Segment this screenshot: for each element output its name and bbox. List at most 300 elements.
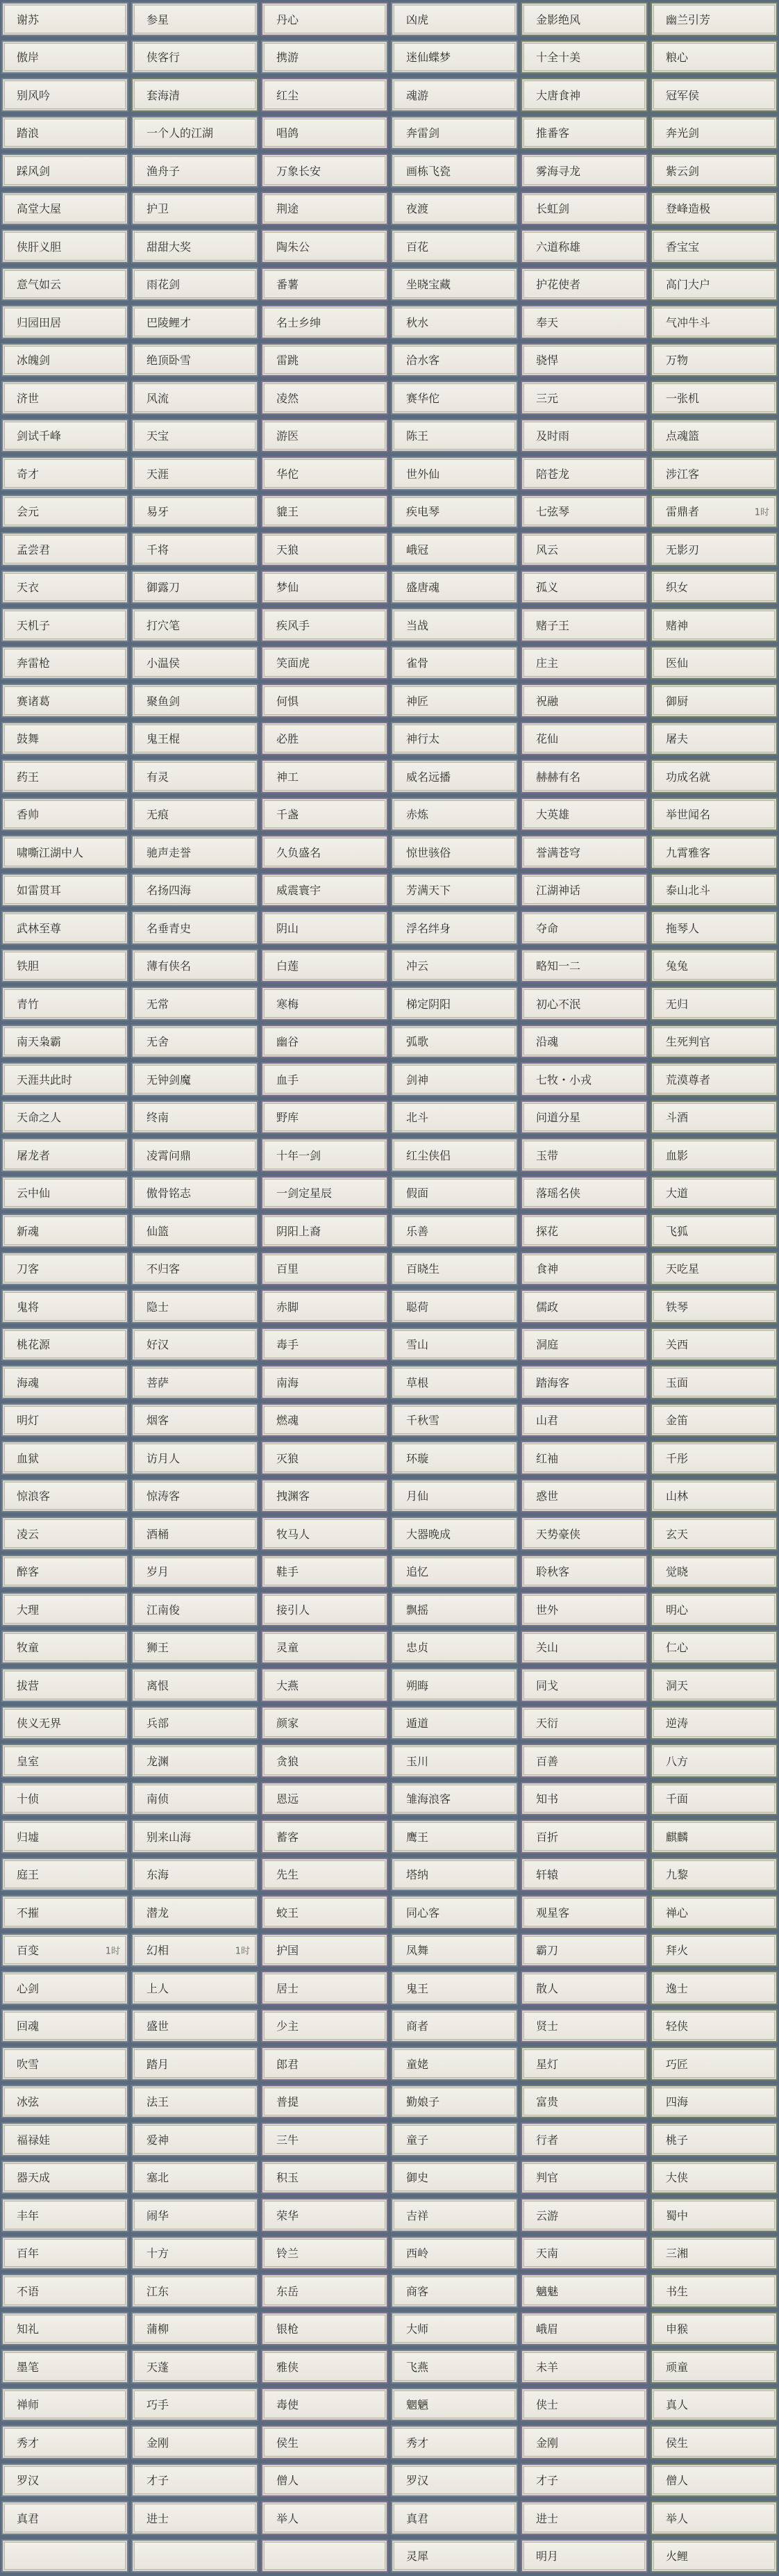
title-cell[interactable] bbox=[651, 1441, 778, 1475]
title-cell[interactable] bbox=[1, 154, 128, 188]
title-cell[interactable] bbox=[391, 986, 518, 1021]
title-cell[interactable] bbox=[261, 873, 388, 907]
title-cell[interactable] bbox=[651, 759, 778, 793]
title-cell[interactable] bbox=[391, 1933, 518, 1967]
title-cell[interactable] bbox=[1, 2085, 128, 2119]
title-cell[interactable] bbox=[521, 1214, 648, 1248]
title-cell[interactable] bbox=[651, 495, 778, 529]
title-cell[interactable] bbox=[651, 532, 778, 566]
title-cell[interactable] bbox=[651, 1289, 778, 1323]
title-cell[interactable] bbox=[651, 1971, 778, 2005]
title-cell[interactable] bbox=[391, 873, 518, 907]
title-cell[interactable] bbox=[651, 2047, 778, 2081]
title-cell[interactable] bbox=[131, 1555, 258, 1589]
title-cell[interactable] bbox=[391, 1971, 518, 2005]
title-cell[interactable] bbox=[391, 343, 518, 377]
title-cell[interactable] bbox=[651, 684, 778, 718]
title-cell[interactable] bbox=[391, 759, 518, 793]
title-cell[interactable] bbox=[651, 1062, 778, 1096]
title-cell[interactable] bbox=[131, 2236, 258, 2270]
title-cell[interactable] bbox=[521, 2501, 648, 2535]
title-cell[interactable] bbox=[651, 1744, 778, 1778]
title-cell[interactable] bbox=[131, 2085, 258, 2119]
title-cell[interactable] bbox=[651, 646, 778, 680]
title-cell[interactable] bbox=[391, 684, 518, 718]
title-cell[interactable] bbox=[131, 1933, 258, 1967]
title-cell[interactable] bbox=[1, 873, 128, 907]
title-cell[interactable] bbox=[521, 154, 648, 188]
title-cell[interactable] bbox=[261, 116, 388, 150]
title-cell[interactable] bbox=[651, 2501, 778, 2535]
title-cell[interactable] bbox=[261, 1782, 388, 1816]
title-cell[interactable] bbox=[1, 2388, 128, 2422]
title-cell[interactable] bbox=[391, 2312, 518, 2346]
title-cell[interactable] bbox=[1, 1479, 128, 1513]
title-cell[interactable] bbox=[391, 532, 518, 566]
title-cell[interactable] bbox=[1, 798, 128, 832]
title-cell[interactable] bbox=[1, 2274, 128, 2308]
title-cell[interactable] bbox=[391, 1328, 518, 1362]
title-cell[interactable] bbox=[391, 495, 518, 529]
title-cell[interactable] bbox=[651, 2312, 778, 2346]
title-cell[interactable] bbox=[391, 2463, 518, 2497]
title-cell[interactable] bbox=[131, 2, 258, 36]
title-cell[interactable] bbox=[131, 1592, 258, 1626]
title-cell[interactable] bbox=[261, 2388, 388, 2422]
title-cell[interactable] bbox=[1, 2122, 128, 2156]
title-cell[interactable] bbox=[521, 1138, 648, 1172]
title-cell[interactable] bbox=[391, 1062, 518, 1096]
title-cell[interactable] bbox=[391, 381, 518, 415]
title-cell[interactable] bbox=[391, 1214, 518, 1248]
title-cell[interactable] bbox=[521, 192, 648, 226]
title-cell[interactable] bbox=[651, 1895, 778, 1929]
title-cell[interactable] bbox=[391, 1668, 518, 1702]
title-cell[interactable] bbox=[1, 1289, 128, 1323]
title-cell[interactable] bbox=[391, 1592, 518, 1626]
title-cell[interactable] bbox=[261, 2085, 388, 2119]
title-cell[interactable] bbox=[651, 2274, 778, 2308]
title-cell[interactable] bbox=[131, 2009, 258, 2043]
title-cell[interactable] bbox=[391, 154, 518, 188]
title-cell[interactable] bbox=[261, 305, 388, 339]
title-cell[interactable] bbox=[651, 798, 778, 832]
title-cell[interactable] bbox=[651, 1782, 778, 1816]
title-cell[interactable] bbox=[391, 1289, 518, 1323]
title-cell[interactable] bbox=[261, 1365, 388, 1399]
title-cell[interactable] bbox=[651, 986, 778, 1021]
title-cell[interactable] bbox=[261, 2198, 388, 2232]
title-cell[interactable] bbox=[261, 1328, 388, 1362]
title-cell[interactable] bbox=[521, 1441, 648, 1475]
title-cell[interactable] bbox=[391, 608, 518, 642]
title-cell[interactable] bbox=[651, 1933, 778, 1967]
title-cell[interactable] bbox=[521, 2161, 648, 2195]
title-cell[interactable] bbox=[521, 1744, 648, 1778]
title-cell[interactable] bbox=[131, 1744, 258, 1778]
title-cell[interactable] bbox=[131, 267, 258, 302]
title-cell[interactable] bbox=[1, 1668, 128, 1702]
title-cell[interactable] bbox=[131, 873, 258, 907]
title-cell[interactable] bbox=[521, 835, 648, 869]
title-cell[interactable] bbox=[131, 911, 258, 945]
title-cell[interactable] bbox=[261, 229, 388, 263]
title-cell[interactable] bbox=[521, 570, 648, 604]
title-cell[interactable] bbox=[131, 2463, 258, 2497]
title-cell[interactable] bbox=[261, 2501, 388, 2535]
title-cell[interactable] bbox=[521, 343, 648, 377]
title-cell[interactable] bbox=[391, 2122, 518, 2156]
title-cell[interactable] bbox=[521, 495, 648, 529]
title-cell[interactable] bbox=[1, 78, 128, 112]
title-cell[interactable] bbox=[1, 1744, 128, 1778]
title-cell[interactable] bbox=[261, 1252, 388, 1286]
title-cell[interactable] bbox=[391, 192, 518, 226]
title-cell[interactable] bbox=[391, 1100, 518, 1134]
title-cell[interactable] bbox=[1, 1176, 128, 1210]
title-cell[interactable] bbox=[131, 1706, 258, 1740]
title-cell[interactable] bbox=[521, 2236, 648, 2270]
title-cell[interactable] bbox=[1, 456, 128, 490]
title-cell[interactable] bbox=[1, 532, 128, 566]
title-cell[interactable] bbox=[131, 1138, 258, 1172]
title-cell[interactable] bbox=[521, 40, 648, 74]
title-cell[interactable] bbox=[521, 2463, 648, 2497]
title-cell[interactable] bbox=[1, 608, 128, 642]
title-cell[interactable] bbox=[261, 2274, 388, 2308]
title-cell[interactable] bbox=[521, 608, 648, 642]
title-cell[interactable] bbox=[1, 1365, 128, 1399]
title-cell[interactable] bbox=[131, 154, 258, 188]
title-cell[interactable] bbox=[131, 835, 258, 869]
title-cell[interactable] bbox=[391, 1176, 518, 1210]
title-cell[interactable] bbox=[1, 759, 128, 793]
title-cell[interactable] bbox=[521, 1858, 648, 1892]
title-cell[interactable] bbox=[1, 2425, 128, 2459]
title-cell[interactable] bbox=[131, 1441, 258, 1475]
title-cell[interactable] bbox=[1, 1441, 128, 1475]
title-cell[interactable] bbox=[1, 1933, 128, 1967]
title-cell[interactable] bbox=[261, 1933, 388, 1967]
title-cell[interactable] bbox=[261, 1062, 388, 1096]
title-cell[interactable] bbox=[131, 116, 258, 150]
title-cell[interactable] bbox=[521, 78, 648, 112]
title-cell[interactable] bbox=[651, 1403, 778, 1437]
title-cell[interactable] bbox=[651, 2463, 778, 2497]
title-cell[interactable] bbox=[651, 2122, 778, 2156]
title-cell[interactable] bbox=[1, 1858, 128, 1892]
title-cell[interactable] bbox=[131, 1289, 258, 1323]
title-cell[interactable] bbox=[131, 986, 258, 1021]
title-cell[interactable] bbox=[521, 1025, 648, 1059]
title-cell[interactable] bbox=[521, 1176, 648, 1210]
title-cell[interactable] bbox=[521, 116, 648, 150]
title-cell[interactable] bbox=[521, 722, 648, 756]
title-cell[interactable] bbox=[131, 2312, 258, 2346]
title-cell[interactable] bbox=[1, 1895, 128, 1929]
title-cell[interactable] bbox=[131, 1100, 258, 1134]
title-cell[interactable] bbox=[391, 798, 518, 832]
title-cell[interactable] bbox=[261, 1441, 388, 1475]
title-cell[interactable] bbox=[131, 646, 258, 680]
title-cell[interactable] bbox=[131, 570, 258, 604]
title-cell[interactable] bbox=[1, 267, 128, 302]
title-cell[interactable] bbox=[391, 1252, 518, 1286]
title-cell[interactable] bbox=[131, 798, 258, 832]
title-cell[interactable] bbox=[391, 1858, 518, 1892]
title-cell[interactable] bbox=[1, 305, 128, 339]
title-cell[interactable] bbox=[521, 1517, 648, 1551]
title-cell[interactable] bbox=[1, 229, 128, 263]
title-cell[interactable] bbox=[391, 2350, 518, 2384]
title-cell[interactable] bbox=[261, 1555, 388, 1589]
title-cell[interactable] bbox=[521, 873, 648, 907]
title-cell[interactable] bbox=[521, 1933, 648, 1967]
title-cell[interactable] bbox=[651, 154, 778, 188]
title-cell[interactable] bbox=[261, 267, 388, 302]
title-cell[interactable] bbox=[521, 2425, 648, 2459]
title-cell[interactable] bbox=[521, 305, 648, 339]
title-cell[interactable] bbox=[1, 646, 128, 680]
title-cell[interactable] bbox=[131, 2425, 258, 2459]
title-cell[interactable] bbox=[261, 495, 388, 529]
title-cell[interactable] bbox=[391, 2236, 518, 2270]
title-cell[interactable] bbox=[651, 2236, 778, 2270]
title-cell[interactable] bbox=[261, 986, 388, 1021]
title-cell[interactable] bbox=[131, 1176, 258, 1210]
title-cell[interactable] bbox=[521, 1403, 648, 1437]
title-cell[interactable] bbox=[651, 267, 778, 302]
title-cell[interactable] bbox=[261, 1592, 388, 1626]
title-cell[interactable] bbox=[131, 2350, 258, 2384]
title-cell[interactable] bbox=[391, 2388, 518, 2422]
title-cell[interactable] bbox=[521, 1555, 648, 1589]
title-cell[interactable] bbox=[131, 1328, 258, 1362]
title-cell[interactable] bbox=[261, 1819, 388, 1853]
title-cell[interactable] bbox=[391, 2425, 518, 2459]
title-cell[interactable] bbox=[651, 911, 778, 945]
title-cell[interactable] bbox=[131, 684, 258, 718]
title-cell[interactable] bbox=[261, 2350, 388, 2384]
title-cell[interactable] bbox=[1, 911, 128, 945]
title-cell[interactable] bbox=[131, 1214, 258, 1248]
title-cell[interactable] bbox=[131, 495, 258, 529]
title-cell[interactable] bbox=[391, 1441, 518, 1475]
title-cell[interactable] bbox=[1, 2539, 128, 2573]
title-cell[interactable] bbox=[651, 343, 778, 377]
title-cell[interactable] bbox=[131, 1668, 258, 1702]
title-cell[interactable] bbox=[391, 1895, 518, 1929]
title-cell[interactable] bbox=[651, 116, 778, 150]
title-cell[interactable] bbox=[521, 229, 648, 263]
title-cell[interactable] bbox=[1, 2161, 128, 2195]
title-cell[interactable] bbox=[521, 1782, 648, 1816]
title-cell[interactable] bbox=[391, 1403, 518, 1437]
title-cell[interactable] bbox=[651, 456, 778, 490]
title-cell[interactable] bbox=[131, 2122, 258, 2156]
title-cell[interactable] bbox=[391, 2085, 518, 2119]
title-cell[interactable] bbox=[261, 192, 388, 226]
title-cell[interactable] bbox=[391, 911, 518, 945]
title-cell[interactable] bbox=[261, 40, 388, 74]
title-cell[interactable] bbox=[261, 1630, 388, 1665]
title-cell[interactable] bbox=[651, 608, 778, 642]
title-cell[interactable] bbox=[261, 1214, 388, 1248]
title-cell[interactable] bbox=[131, 229, 258, 263]
title-cell[interactable] bbox=[521, 2312, 648, 2346]
title-cell[interactable] bbox=[651, 1176, 778, 1210]
title-cell[interactable] bbox=[651, 1328, 778, 1362]
title-cell[interactable] bbox=[1, 2198, 128, 2232]
title-cell[interactable] bbox=[521, 2085, 648, 2119]
title-cell[interactable] bbox=[521, 1479, 648, 1513]
title-cell[interactable] bbox=[1, 1252, 128, 1286]
title-cell[interactable] bbox=[261, 798, 388, 832]
title-cell[interactable] bbox=[131, 419, 258, 453]
title-cell[interactable] bbox=[261, 1517, 388, 1551]
title-cell[interactable] bbox=[391, 2501, 518, 2535]
title-cell[interactable] bbox=[651, 1555, 778, 1589]
title-cell[interactable] bbox=[1, 1555, 128, 1589]
title-cell[interactable] bbox=[1, 949, 128, 983]
title-cell[interactable] bbox=[261, 1025, 388, 1059]
title-cell[interactable] bbox=[651, 1819, 778, 1853]
title-cell[interactable] bbox=[651, 2, 778, 36]
title-cell[interactable] bbox=[651, 1858, 778, 1892]
title-cell[interactable] bbox=[1, 1214, 128, 1248]
title-cell[interactable] bbox=[131, 608, 258, 642]
title-cell[interactable] bbox=[651, 1479, 778, 1513]
title-cell[interactable] bbox=[1, 2047, 128, 2081]
title-cell[interactable] bbox=[261, 2425, 388, 2459]
title-cell[interactable] bbox=[131, 192, 258, 226]
title-cell[interactable] bbox=[131, 532, 258, 566]
title-cell[interactable] bbox=[131, 1782, 258, 1816]
title-cell[interactable] bbox=[1, 684, 128, 718]
title-cell[interactable] bbox=[391, 949, 518, 983]
title-cell[interactable] bbox=[391, 116, 518, 150]
title-cell[interactable] bbox=[521, 456, 648, 490]
title-cell[interactable] bbox=[261, 2047, 388, 2081]
title-cell[interactable] bbox=[131, 2047, 258, 2081]
title-cell[interactable] bbox=[261, 608, 388, 642]
title-cell[interactable] bbox=[261, 835, 388, 869]
title-cell[interactable] bbox=[651, 2425, 778, 2459]
title-cell[interactable] bbox=[1, 570, 128, 604]
title-cell[interactable] bbox=[651, 192, 778, 226]
title-cell[interactable] bbox=[261, 1176, 388, 1210]
title-cell[interactable] bbox=[521, 1252, 648, 1286]
title-cell[interactable] bbox=[1, 495, 128, 529]
title-cell[interactable] bbox=[131, 2198, 258, 2232]
title-cell[interactable] bbox=[261, 2009, 388, 2043]
title-cell[interactable] bbox=[1, 2236, 128, 2270]
title-cell[interactable] bbox=[651, 722, 778, 756]
title-cell[interactable] bbox=[131, 2388, 258, 2422]
title-cell[interactable] bbox=[651, 2388, 778, 2422]
title-cell[interactable] bbox=[651, 229, 778, 263]
title-cell[interactable] bbox=[391, 40, 518, 74]
title-cell[interactable] bbox=[131, 1895, 258, 1929]
title-cell[interactable] bbox=[391, 1744, 518, 1778]
title-cell[interactable] bbox=[521, 1100, 648, 1134]
title-cell[interactable] bbox=[1, 1706, 128, 1740]
title-cell[interactable] bbox=[261, 419, 388, 453]
title-cell[interactable] bbox=[261, 154, 388, 188]
title-cell[interactable] bbox=[131, 305, 258, 339]
title-cell[interactable] bbox=[261, 1706, 388, 1740]
title-cell[interactable] bbox=[521, 2539, 648, 2573]
title-cell[interactable] bbox=[391, 1819, 518, 1853]
title-cell[interactable] bbox=[521, 646, 648, 680]
title-cell[interactable] bbox=[261, 2, 388, 36]
title-cell[interactable] bbox=[521, 1668, 648, 1702]
title-cell[interactable] bbox=[261, 2161, 388, 2195]
title-cell[interactable] bbox=[651, 2161, 778, 2195]
title-cell[interactable] bbox=[521, 2350, 648, 2384]
title-cell[interactable] bbox=[651, 570, 778, 604]
title-cell[interactable] bbox=[521, 986, 648, 1021]
title-cell[interactable] bbox=[1, 343, 128, 377]
title-cell[interactable] bbox=[521, 1895, 648, 1929]
title-cell[interactable] bbox=[651, 381, 778, 415]
title-cell[interactable] bbox=[651, 2350, 778, 2384]
title-cell[interactable] bbox=[1, 1403, 128, 1437]
title-cell[interactable] bbox=[391, 2274, 518, 2308]
title-cell[interactable] bbox=[1, 2009, 128, 2043]
title-cell[interactable] bbox=[131, 1517, 258, 1551]
title-cell[interactable] bbox=[521, 1592, 648, 1626]
title-cell[interactable] bbox=[521, 1706, 648, 1740]
title-cell[interactable] bbox=[131, 2539, 258, 2573]
title-cell[interactable] bbox=[521, 2198, 648, 2232]
title-cell[interactable] bbox=[1, 116, 128, 150]
title-cell[interactable] bbox=[261, 1668, 388, 1702]
title-cell[interactable] bbox=[1, 1025, 128, 1059]
title-cell[interactable] bbox=[391, 1782, 518, 1816]
title-cell[interactable] bbox=[651, 1252, 778, 1286]
title-cell[interactable] bbox=[521, 2, 648, 36]
title-cell[interactable] bbox=[261, 532, 388, 566]
title-cell[interactable] bbox=[521, 1062, 648, 1096]
title-cell[interactable] bbox=[521, 419, 648, 453]
title-cell[interactable] bbox=[1, 419, 128, 453]
title-cell[interactable] bbox=[131, 1630, 258, 1665]
title-cell[interactable] bbox=[521, 1630, 648, 1665]
title-cell[interactable] bbox=[261, 1895, 388, 1929]
title-cell[interactable] bbox=[651, 873, 778, 907]
title-cell[interactable] bbox=[131, 1819, 258, 1853]
title-cell[interactable] bbox=[131, 2274, 258, 2308]
title-cell[interactable] bbox=[1, 1328, 128, 1362]
title-cell[interactable] bbox=[391, 1517, 518, 1551]
title-cell[interactable] bbox=[261, 1858, 388, 1892]
title-cell[interactable] bbox=[261, 1744, 388, 1778]
title-cell[interactable] bbox=[651, 1100, 778, 1134]
title-cell[interactable] bbox=[521, 1971, 648, 2005]
title-cell[interactable] bbox=[131, 381, 258, 415]
title-cell[interactable] bbox=[391, 78, 518, 112]
title-cell[interactable] bbox=[1, 2463, 128, 2497]
title-cell[interactable] bbox=[391, 1706, 518, 1740]
title-cell[interactable] bbox=[391, 305, 518, 339]
title-cell[interactable] bbox=[131, 1971, 258, 2005]
title-cell[interactable] bbox=[261, 911, 388, 945]
title-cell[interactable] bbox=[1, 835, 128, 869]
title-cell[interactable] bbox=[261, 381, 388, 415]
title-cell[interactable] bbox=[1, 1517, 128, 1551]
title-cell[interactable] bbox=[521, 2274, 648, 2308]
